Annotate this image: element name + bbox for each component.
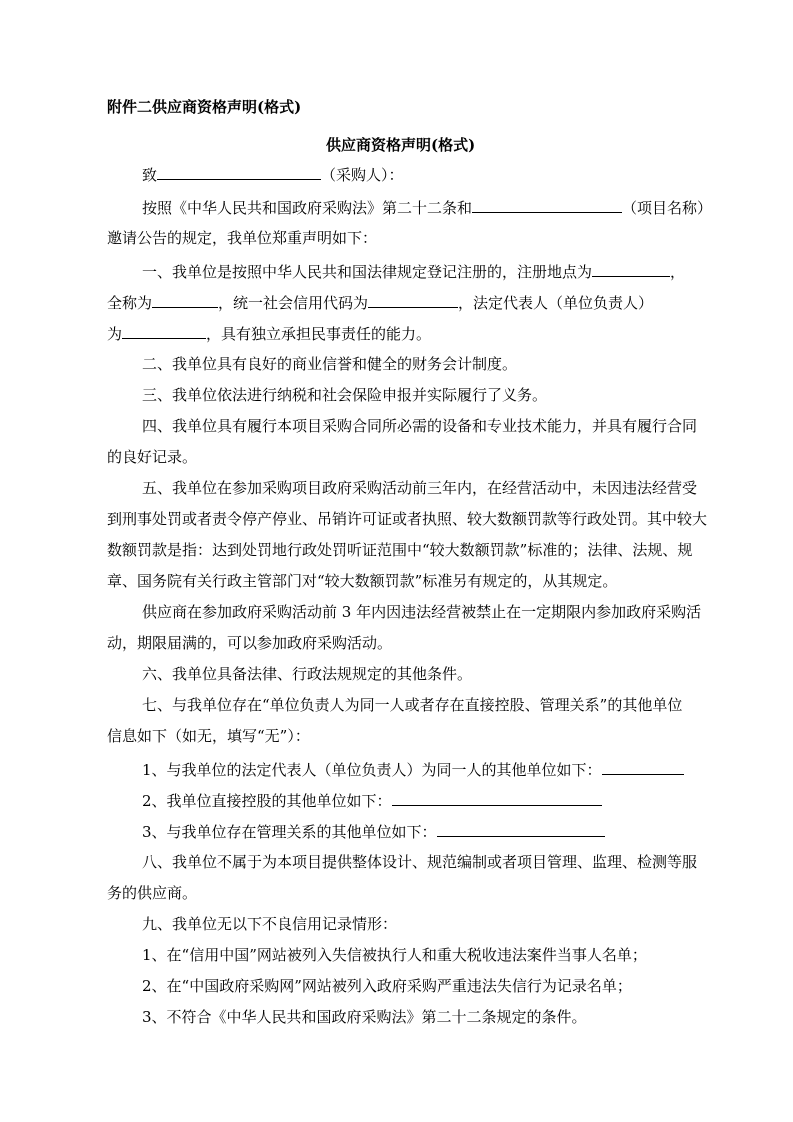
item1-text-b: ， xyxy=(670,263,686,281)
item1-line-3 xyxy=(107,323,431,344)
intro-line-1 xyxy=(142,197,712,218)
item9-line-1: 九、我单位无以下不良信用记录情形： xyxy=(142,915,398,933)
item2: 二、我单位具有良好的商业信誉和健全的财务会计制度。 xyxy=(142,355,518,373)
item4-line-2: 的良好记录。 xyxy=(107,448,198,466)
controlled-units-blank[interactable] xyxy=(392,790,602,806)
intro-line-2: 邀请公告的规定，我单位郑重声明如下： xyxy=(107,229,378,247)
supplier-note-line-1: 供应商在参加政府采购活动前 3 年内因违法经营被禁止在一定期限内参加政府采购活 xyxy=(142,603,702,621)
item7-sub-2 xyxy=(142,790,602,811)
same-rep-units-blank[interactable] xyxy=(602,759,684,775)
item7-sub-3-text: 3、与我单位存在管理关系的其他单位如下： xyxy=(142,823,437,841)
item7-sub-1-text: 1、与我单位的法定代表人（单位负责人）为同一人的其他单位如下： xyxy=(142,761,602,779)
addressee-suffix: （采购人）： xyxy=(321,166,404,184)
legal-rep-blank[interactable] xyxy=(122,323,206,339)
item6: 六、我单位具备法律、行政法规规定的其他条件。 xyxy=(142,665,473,683)
item4-line-1: 四、我单位具有履行本项目采购合同所必需的设备和专业技术能力，并具有履行合同 xyxy=(142,417,698,435)
supplier-note-line-2: 动，期限届满的，可以参加政府采购活动。 xyxy=(107,634,393,652)
item1-line-2 xyxy=(107,292,653,313)
addressee-line xyxy=(142,164,404,185)
project-name-blank[interactable] xyxy=(472,197,622,213)
purchaser-blank[interactable] xyxy=(157,164,321,180)
intro-text-b: （项目名称） xyxy=(622,199,713,217)
addressee-prefix: 致 xyxy=(142,166,158,184)
item9-sub-1: 1、在“信用中国”网站被列入失信被执行人和重大税收违法案件当事人名单； xyxy=(142,946,647,964)
intro-text-a: 按照《中华人民共和国政府采购法》第二十二条和 xyxy=(142,199,473,217)
item1-text-e: ，法定代表人（单位负责人） xyxy=(458,294,654,312)
item1-line-1 xyxy=(142,261,685,282)
item7-sub-3 xyxy=(142,821,605,842)
item1-text-c: 全称为 xyxy=(107,294,153,312)
attachment-heading: 附件二供应商资格声明(格式) xyxy=(107,98,302,116)
item1-text-a: 一、我单位是按照中华人民共和国法律规定登记注册的，注册地点为 xyxy=(142,263,593,281)
item1-text-g: ，具有独立承担民事责任的能力。 xyxy=(206,325,432,343)
item9-sub-2: 2、在“中国政府采购网”网站被列入政府采购严重违法失信行为记录名单； xyxy=(142,977,632,995)
item1-text-d: ，统一社会信用代码为 xyxy=(218,294,369,312)
item7-line-1: 七、与我单位存在“单位负责人为同一人或者存在直接控股、管理关系”的其他单位 xyxy=(142,696,683,714)
item5-line-2: 到刑事处罚或者责令停产停业、吊销许可证或者执照、较大数额罚款等行政处罚。其中较大 xyxy=(107,510,708,528)
item1-text-f: 为 xyxy=(107,325,123,343)
item7-sub-2-text: 2、我单位直接控股的其他单位如下： xyxy=(142,792,392,810)
item7-sub-1 xyxy=(142,759,684,780)
credit-code-blank[interactable] xyxy=(368,292,458,308)
item9-sub-3: 3、不符合《中华人民共和国政府采购法》第二十二条规定的条件。 xyxy=(142,1008,587,1026)
item5-line-1: 五、我单位在参加采购项目政府采购活动前三年内，在经营活动中，未因违法经营受 xyxy=(142,479,698,497)
item3: 三、我单位依法进行纳税和社会保险申报并实际履行了义务。 xyxy=(142,386,548,404)
document-title: 供应商资格声明(格式) xyxy=(326,136,476,154)
item7-line-2: 信息如下（如无，填写“无”）： xyxy=(107,727,310,745)
item5-line-4: 章、国务院有关行政主管部门对“较大数额罚款”标准另有规定的，从其规定。 xyxy=(107,572,618,590)
managed-units-blank[interactable] xyxy=(437,821,605,837)
item8-line-1: 八、我单位不属于为本项目提供整体设计、规范编制或者项目管理、监理、检测等服 xyxy=(142,853,698,871)
item8-line-2: 务的供应商。 xyxy=(107,884,198,902)
item5-line-3: 数额罚款是指：达到处罚地行政处罚听证范围中“较大数额罚款”标准的；法律、法规、规 xyxy=(107,541,693,559)
full-name-blank[interactable] xyxy=(152,292,218,308)
registration-place-blank[interactable] xyxy=(592,261,670,277)
